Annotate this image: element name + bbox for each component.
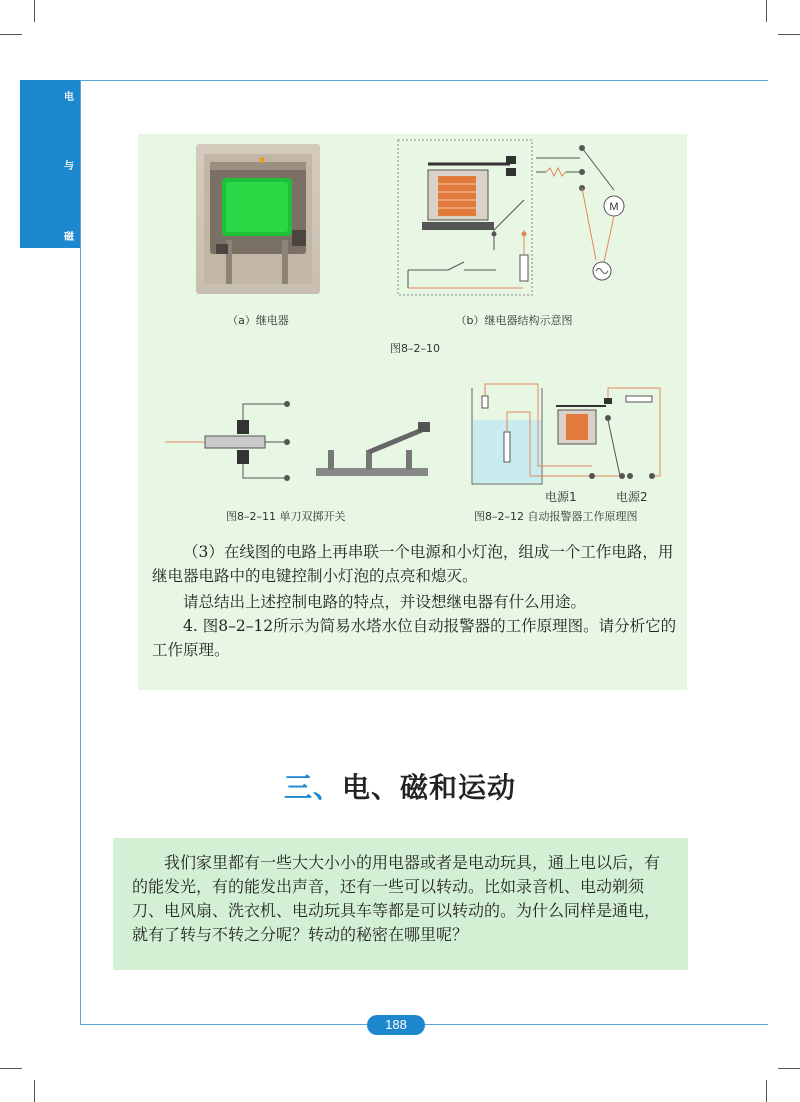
figure-caption-b: （b）继电器结构示意图 bbox=[455, 314, 573, 327]
activity-paragraph-3: （3）在线图的电路上再串联一个电源和小灯泡，组成一个工作电路，用继电器电路中的电键控制小灯泡的点亮和熄灭。 bbox=[152, 543, 674, 585]
intro-paragraph: 我们家里都有一些大大小小的用电器或者是电动玩具，通上电以后，有的能发光，有的能发出声音，还有一些可以转动。比如录音机、电动剃须刀、电风扇、洗衣机、电动玩具车等都是可以转动的。为什么同样是通电，就有了转与不转之分呢？转动的秘密在哪里呢？ bbox=[132, 855, 661, 944]
section-heading bbox=[0, 766, 800, 806]
side-tab-char: 磁 bbox=[64, 232, 74, 243]
figure-title-8-2-12: 图8–2–12 自动报警器工作原理图 bbox=[474, 510, 638, 523]
section-title-text: 电、磁和运动 bbox=[342, 771, 517, 804]
crop-mark bbox=[778, 1068, 800, 1069]
power-source-2-label: 电源2 bbox=[616, 490, 648, 504]
activity-paragraph-4: 4. 图8–2–12所示为简易水塔水位自动报警器的工作原理图。请分析它的工作原理。 bbox=[152, 617, 677, 659]
figure-title-8-2-11: 图8–2–11 单刀双掷开关 bbox=[226, 510, 346, 523]
side-tab-char: 与 bbox=[64, 161, 74, 172]
chapter-side-tab bbox=[20, 80, 80, 248]
crop-mark bbox=[766, 0, 767, 22]
motor-symbol: M bbox=[609, 201, 619, 213]
side-tab-char: 电 bbox=[64, 92, 74, 103]
relay-load-circuit bbox=[536, 140, 636, 290]
relay-structure-diagram bbox=[398, 140, 538, 305]
power-source-1-label: 电源1 bbox=[545, 490, 577, 504]
crop-mark bbox=[0, 1068, 22, 1069]
spdt-switch-diagram bbox=[165, 396, 305, 486]
section-number: 三、 bbox=[283, 771, 342, 804]
relay-photo-illustration bbox=[196, 144, 320, 294]
crop-mark bbox=[34, 1080, 35, 1102]
crop-mark bbox=[766, 1080, 767, 1102]
crop-mark bbox=[0, 34, 22, 35]
header-rule bbox=[80, 80, 768, 81]
figure-caption-a: （a）继电器 bbox=[227, 314, 289, 327]
relay-photo bbox=[196, 144, 320, 294]
knife-switch-illustration bbox=[314, 420, 434, 480]
page-number: 188 bbox=[367, 1015, 425, 1035]
figure-title-8-2-10: 图8–2–10 bbox=[390, 342, 440, 355]
water-level-alarm-diagram bbox=[470, 384, 670, 494]
crop-mark bbox=[34, 0, 35, 22]
activity-paragraph-summary: 请总结出上述控制电路的特点，并设想继电器有什么用途。 bbox=[183, 593, 587, 611]
margin-rule bbox=[80, 80, 81, 1025]
crop-mark bbox=[778, 34, 800, 35]
